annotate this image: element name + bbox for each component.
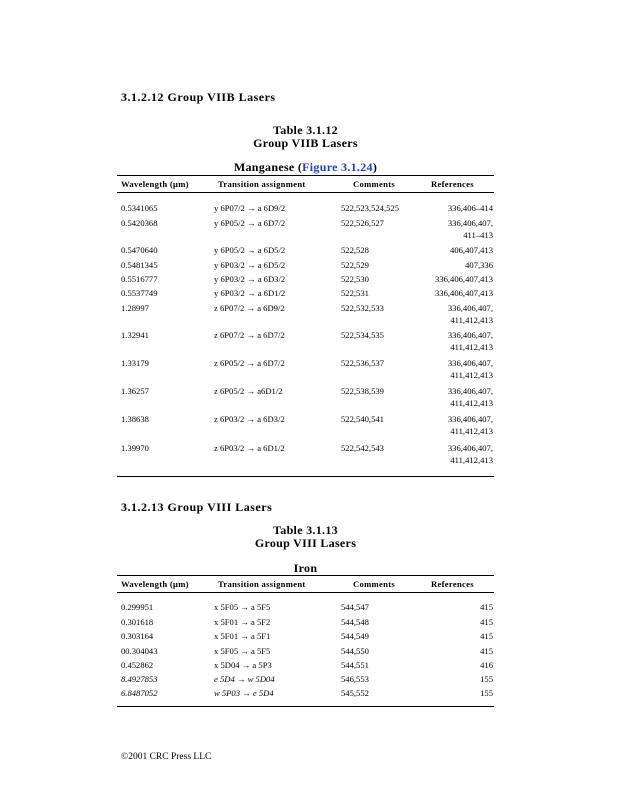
header-transition: Transition assignment bbox=[218, 179, 306, 189]
references-cell: 336,406–414 bbox=[447, 203, 493, 213]
references-cell: 407,336 bbox=[465, 260, 493, 270]
table-row bbox=[0, 386, 617, 408]
wavelength-cell: 1.38638 bbox=[121, 414, 149, 424]
transition-cell: y 6P05/2 → a 6D7/2 bbox=[214, 218, 286, 228]
table-row bbox=[0, 274, 617, 288]
comments-cell: 522,531 bbox=[341, 288, 369, 298]
wavelength-cell: 00.304043 bbox=[121, 646, 158, 656]
wavelength-cell: 0.5516777 bbox=[121, 274, 158, 284]
transition-cell: y 6P05/2 → a 6D5/2 bbox=[214, 245, 286, 255]
transition-cell: y 6P03/2 → a 6D1/2 bbox=[214, 288, 286, 298]
comments-cell: 544,549 bbox=[341, 631, 369, 641]
references-cont-cell: 411,412,413 bbox=[450, 315, 493, 325]
transition-cell: z 6P05/2 → a 6D7/2 bbox=[214, 358, 285, 368]
references-cont-cell: 411,412,413 bbox=[450, 426, 493, 436]
transition-cell: x 5D04 → a 5P3 bbox=[214, 660, 272, 670]
wavelength-cell: 0.303164 bbox=[121, 631, 154, 641]
transition-cell: z 6P07/2 → a 6D9/2 bbox=[214, 303, 285, 313]
references-cell: 336,406,407,413 bbox=[434, 274, 493, 284]
references-cell: 415 bbox=[480, 646, 493, 656]
references-cell: 406,407,413 bbox=[450, 245, 493, 255]
wavelength-cell: 0.5537749 bbox=[121, 288, 158, 298]
comments-cell: 544,548 bbox=[341, 617, 369, 627]
wavelength-cell: 6.8487052 bbox=[121, 688, 158, 698]
table-row bbox=[0, 646, 617, 660]
header-references: References bbox=[431, 179, 474, 189]
transition-cell: y 6P07/2 → a 6D9/2 bbox=[214, 203, 286, 213]
table2-bottom-rule bbox=[117, 706, 494, 707]
comments-cell: 522,530 bbox=[341, 274, 369, 284]
transition-cell: z 6P03/2 → a 6D3/2 bbox=[214, 414, 285, 424]
references-cell: 336,406,407, bbox=[447, 303, 493, 313]
wavelength-cell: 0.5470640 bbox=[121, 245, 158, 255]
table-row bbox=[0, 245, 617, 259]
references-cont-cell: 411,412,413 bbox=[450, 398, 493, 408]
table-row bbox=[0, 203, 617, 217]
references-cell: 336,406,407, bbox=[447, 330, 493, 340]
wavelength-cell: 0.5481345 bbox=[121, 260, 158, 270]
copyright-footer: ©2001 CRC Press LLC bbox=[121, 752, 212, 762]
comments-cell: 522,529 bbox=[341, 260, 369, 270]
references-cont-cell: 411,412,413 bbox=[450, 370, 493, 380]
transition-cell: y 6P03/2 → a 6D5/2 bbox=[214, 260, 286, 270]
comments-cell: 545,552 bbox=[341, 688, 369, 698]
table-row bbox=[0, 288, 617, 302]
comments-cell: 522,542,543 bbox=[341, 443, 384, 453]
table-row bbox=[0, 218, 617, 240]
references-cell: 155 bbox=[480, 674, 493, 684]
table-row bbox=[0, 260, 617, 274]
table-row bbox=[0, 688, 617, 702]
comments-cell: 522,538,539 bbox=[341, 386, 384, 396]
wavelength-cell: 0.5341065 bbox=[121, 203, 158, 213]
header-comments: Comments bbox=[353, 179, 396, 189]
wavelength-cell: 1.39970 bbox=[121, 443, 149, 453]
references-cell: 336,406,407,413 bbox=[434, 288, 493, 298]
table-row bbox=[0, 358, 617, 380]
table-row bbox=[0, 660, 617, 674]
header-wavelength: Wavelength (μm) bbox=[121, 179, 189, 189]
references-cell: 336,406,407, bbox=[447, 414, 493, 424]
comments-cell: 522,526,527 bbox=[341, 218, 384, 228]
caption-prefix: Manganese ( bbox=[233, 160, 303, 174]
table-top-rule bbox=[117, 175, 494, 176]
table-caption-manganese bbox=[117, 160, 494, 175]
comments-cell: 522,534,535 bbox=[341, 330, 384, 340]
caption-suffix: ) bbox=[372, 160, 378, 174]
table-row bbox=[0, 303, 617, 325]
table2-header-rule bbox=[117, 592, 494, 593]
wavelength-cell: 0.452862 bbox=[121, 660, 154, 670]
wavelength-cell: 1.33179 bbox=[121, 358, 149, 368]
transition-cell: w 5P03 → e 5D4 bbox=[214, 688, 274, 698]
wavelength-cell: 1.32941 bbox=[121, 330, 149, 340]
table-row bbox=[0, 414, 617, 436]
section-heading-group-viii: 3.1.2.13 Group VIII Lasers bbox=[121, 500, 273, 514]
references-cont-cell: 411,412,413 bbox=[450, 342, 493, 352]
header2-transition: Transition assignment bbox=[218, 579, 306, 589]
references-cell: 416 bbox=[480, 660, 493, 670]
table-bottom-rule bbox=[117, 476, 494, 477]
comments-cell: 522,523,524,525 bbox=[341, 203, 400, 213]
transition-cell: x 5F05 → a 5F5 bbox=[214, 602, 271, 612]
table-row bbox=[0, 631, 617, 645]
comments-cell: 544,551 bbox=[341, 660, 369, 670]
table-row bbox=[0, 617, 617, 631]
transition-cell: z 6P05/2 → a6D1/2 bbox=[214, 386, 283, 396]
table-title-group-viii: Group VIII Lasers bbox=[254, 536, 357, 550]
header2-comments: Comments bbox=[353, 579, 396, 589]
wavelength-cell: 1.28997 bbox=[121, 303, 149, 313]
table-header-rule bbox=[117, 192, 494, 193]
transition-cell: z 6P07/2 → a 6D7/2 bbox=[214, 330, 285, 340]
transition-cell: x 5F05 → a 5F5 bbox=[214, 646, 271, 656]
references-cell: 336,406,407, bbox=[447, 218, 493, 228]
references-cell: 336,406,407, bbox=[447, 386, 493, 396]
comments-cell: 522,528 bbox=[341, 245, 369, 255]
table-label-3-1-13: Table 3.1.13 bbox=[273, 523, 338, 537]
header2-wavelength: Wavelength (μm) bbox=[121, 579, 189, 589]
table2-top-rule bbox=[117, 575, 494, 576]
comments-cell: 522,540,541 bbox=[341, 414, 384, 424]
wavelength-cell: 0.299951 bbox=[121, 602, 154, 612]
references-cont-cell: 411,412,413 bbox=[450, 455, 493, 465]
table-label-3-1-12: Table 3.1.12 bbox=[273, 123, 338, 137]
comments-cell: 544,550 bbox=[341, 646, 369, 656]
references-cell: 415 bbox=[480, 631, 493, 641]
table-caption-iron: Iron bbox=[293, 561, 318, 575]
section-heading-group-viib: 3.1.2.12 Group VIIB Lasers bbox=[121, 90, 276, 104]
table-title-group-viib: Group VIIB Lasers bbox=[253, 136, 358, 150]
wavelength-cell: 0.301618 bbox=[121, 617, 154, 627]
references-cell: 415 bbox=[480, 602, 493, 612]
wavelength-cell: 0.5420368 bbox=[121, 218, 158, 228]
transition-cell: x 5F01 → a 5F2 bbox=[214, 617, 271, 627]
table-row bbox=[0, 443, 617, 465]
references-cell: 336,406,407, bbox=[447, 358, 493, 368]
table-row bbox=[0, 330, 617, 352]
transition-cell: x 5F01 → a 5F1 bbox=[214, 631, 271, 641]
transition-cell: y 6P03/2 → a 6D3/2 bbox=[214, 274, 286, 284]
header2-references: References bbox=[431, 579, 474, 589]
wavelength-cell: 1.36257 bbox=[121, 386, 149, 396]
wavelength-cell: 8.4927853 bbox=[121, 674, 158, 684]
comments-cell: 546,553 bbox=[341, 674, 369, 684]
transition-cell: z 6P03/2 → a 6D1/2 bbox=[214, 443, 285, 453]
references-cell: 415 bbox=[480, 617, 493, 627]
references-cont-cell: 411–413 bbox=[463, 230, 493, 240]
comments-cell: 522,536,537 bbox=[341, 358, 384, 368]
transition-cell: e 5D4 → w 5D04 bbox=[214, 674, 275, 684]
references-cell: 336,406,407, bbox=[447, 443, 493, 453]
comments-cell: 522,532,533 bbox=[341, 303, 384, 313]
table-row bbox=[0, 602, 617, 616]
table-row bbox=[0, 674, 617, 688]
references-cell: 155 bbox=[480, 688, 493, 698]
comments-cell: 544,547 bbox=[341, 602, 369, 612]
figure-link[interactable]: Figure 3.1.24 bbox=[302, 160, 373, 174]
